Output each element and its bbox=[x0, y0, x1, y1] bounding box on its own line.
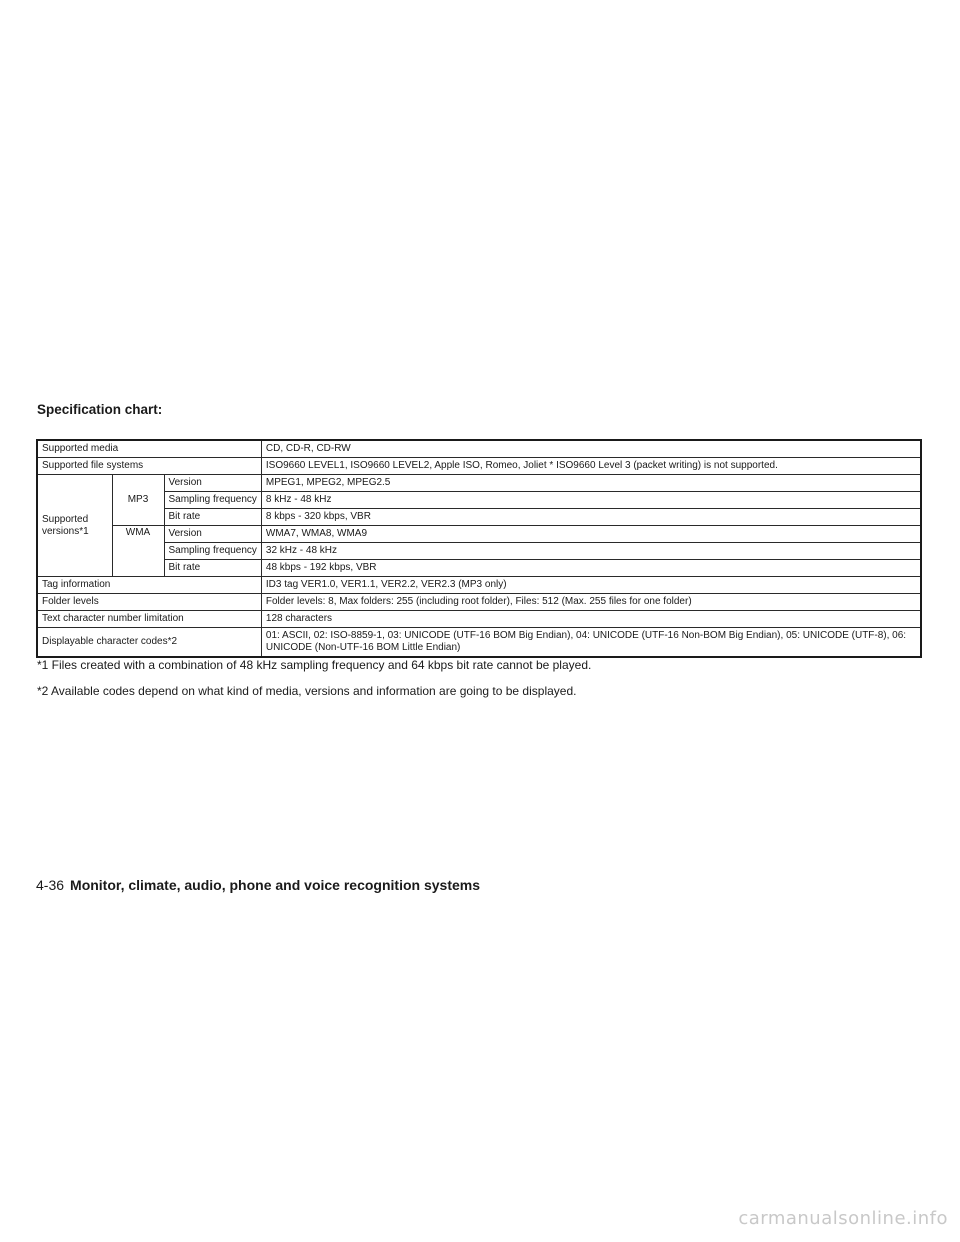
row-value: CD, CD-R, CD-RW bbox=[261, 440, 921, 458]
row-label: Folder levels bbox=[37, 594, 261, 611]
page-number: 4-36 bbox=[36, 877, 65, 893]
table-row bbox=[37, 440, 921, 458]
row-value: 01: ASCII, 02: ISO-8859-1, 03: UNICODE (UTF-16 BOM Big Endian), 04: UNICODE (UTF-16 Non-BOM Big Endian), 05: UNICODE (UTF-8), 06: UNICODE (Non-UTF-16 BOM Little Endian) bbox=[261, 628, 921, 658]
page-heading: Specification chart: bbox=[37, 402, 163, 417]
row-param: Bit rate bbox=[164, 509, 261, 526]
row-value: WMA7, WMA8, WMA9 bbox=[261, 526, 921, 543]
specification-table bbox=[36, 439, 922, 658]
supported-versions-label: Supported versions*1 bbox=[37, 475, 112, 577]
row-value: 32 kHz - 48 kHz bbox=[261, 543, 921, 560]
row-param: Version bbox=[164, 526, 261, 543]
table-row bbox=[37, 611, 921, 628]
row-value: 48 kbps - 192 kbps, VBR bbox=[261, 560, 921, 577]
table-row bbox=[37, 628, 921, 658]
row-label: Supported file systems bbox=[37, 458, 261, 475]
row-value: MPEG1, MPEG2, MPEG2.5 bbox=[261, 475, 921, 492]
row-value: 128 characters bbox=[261, 611, 921, 628]
mp3-label: MP3 bbox=[112, 475, 164, 526]
row-value: ID3 tag VER1.0, VER1.1, VER2.2, VER2.3 (MP3 only) bbox=[261, 577, 921, 594]
table-row bbox=[37, 577, 921, 594]
row-label: Supported media bbox=[37, 440, 261, 458]
row-param: Sampling frequency bbox=[164, 492, 261, 509]
footnote-2: *2 Available codes depend on what kind of media, versions and information are going to be displayed. bbox=[37, 684, 577, 698]
table-row bbox=[37, 492, 921, 509]
page-footer bbox=[36, 877, 480, 893]
section-title: Monitor, climate, audio, phone and voice recognition systems bbox=[70, 877, 480, 893]
table-row bbox=[37, 509, 921, 526]
row-param: Version bbox=[164, 475, 261, 492]
watermark: carmanualsonline.info bbox=[738, 1208, 948, 1229]
row-param: Sampling frequency bbox=[164, 543, 261, 560]
row-param: Bit rate bbox=[164, 560, 261, 577]
table-row bbox=[37, 594, 921, 611]
table-row bbox=[37, 475, 921, 492]
row-value: Folder levels: 8, Max folders: 255 (including root folder), Files: 512 (Max. 255 files for one folder) bbox=[261, 594, 921, 611]
wma-label: WMA bbox=[112, 526, 164, 577]
table-row bbox=[37, 560, 921, 577]
row-value: 8 kbps - 320 kbps, VBR bbox=[261, 509, 921, 526]
table-row bbox=[37, 526, 921, 543]
row-label: Tag information bbox=[37, 577, 261, 594]
row-label: Text character number limitation bbox=[37, 611, 261, 628]
row-value: 8 kHz - 48 kHz bbox=[261, 492, 921, 509]
row-label: Displayable character codes*2 bbox=[37, 628, 261, 658]
table-row bbox=[37, 458, 921, 475]
row-value: ISO9660 LEVEL1, ISO9660 LEVEL2, Apple ISO, Romeo, Joliet * ISO9660 Level 3 (packet writing) is not supported. bbox=[261, 458, 921, 475]
footnote-1: *1 Files created with a combination of 48 kHz sampling frequency and 64 kbps bit rate cannot be played. bbox=[37, 658, 592, 672]
table-row bbox=[37, 543, 921, 560]
